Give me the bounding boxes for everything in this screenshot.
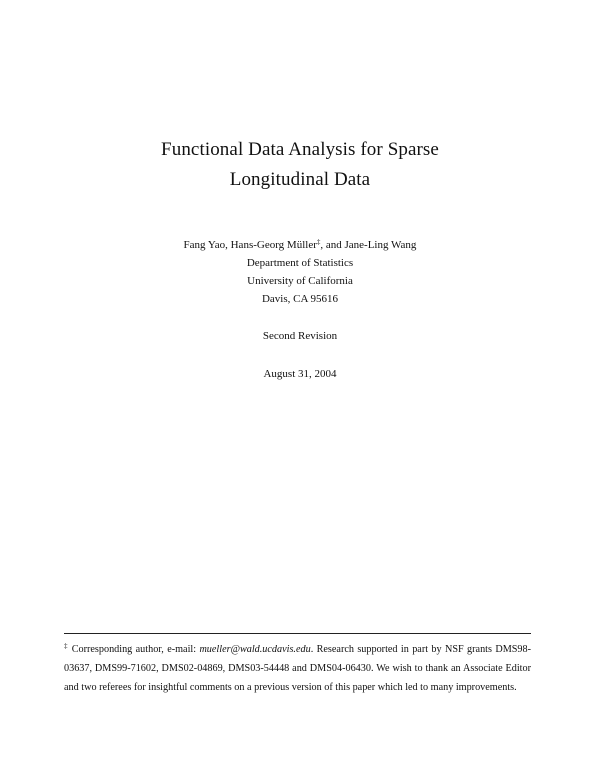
title-line-1: Functional Data Analysis for Sparse — [161, 139, 439, 160]
paper-date: August 31, 2004 — [263, 368, 337, 380]
location: Davis, CA 95616 — [261, 293, 339, 305]
footnote — [64, 640, 531, 697]
revision-label: Second Revision — [262, 330, 338, 342]
footnote-mark: ‡ — [64, 642, 69, 650]
footnote-text-2: . Research supported in part by NSF grants DMS98-03637, DMS99-71602, DMS02-04869, DMS03-54448 and DMS04-06430. We wish to thank an Associate Editor and two referees for insightful comments on a previous version of this paper which led to many improvements. — [64, 644, 531, 693]
footnote-divider — [64, 633, 531, 634]
authors-text-1: Fang Yao, Hans-Georg Müller — [183, 239, 317, 251]
footnote-text-1: Corresponding author, e-mail: — [68, 644, 200, 655]
author-list — [0, 236, 600, 255]
authors-text-2: , and Jane-Ling Wang — [320, 239, 417, 251]
title-line-2: Longitudinal Data — [229, 169, 371, 190]
footnote-email: mueller@wald.ucdavis.edu — [199, 644, 311, 655]
corresponding-author-mark: ‡ — [316, 238, 321, 246]
department: Department of Statistics — [246, 257, 354, 269]
university: University of California — [247, 275, 353, 287]
paper-title — [0, 135, 600, 195]
